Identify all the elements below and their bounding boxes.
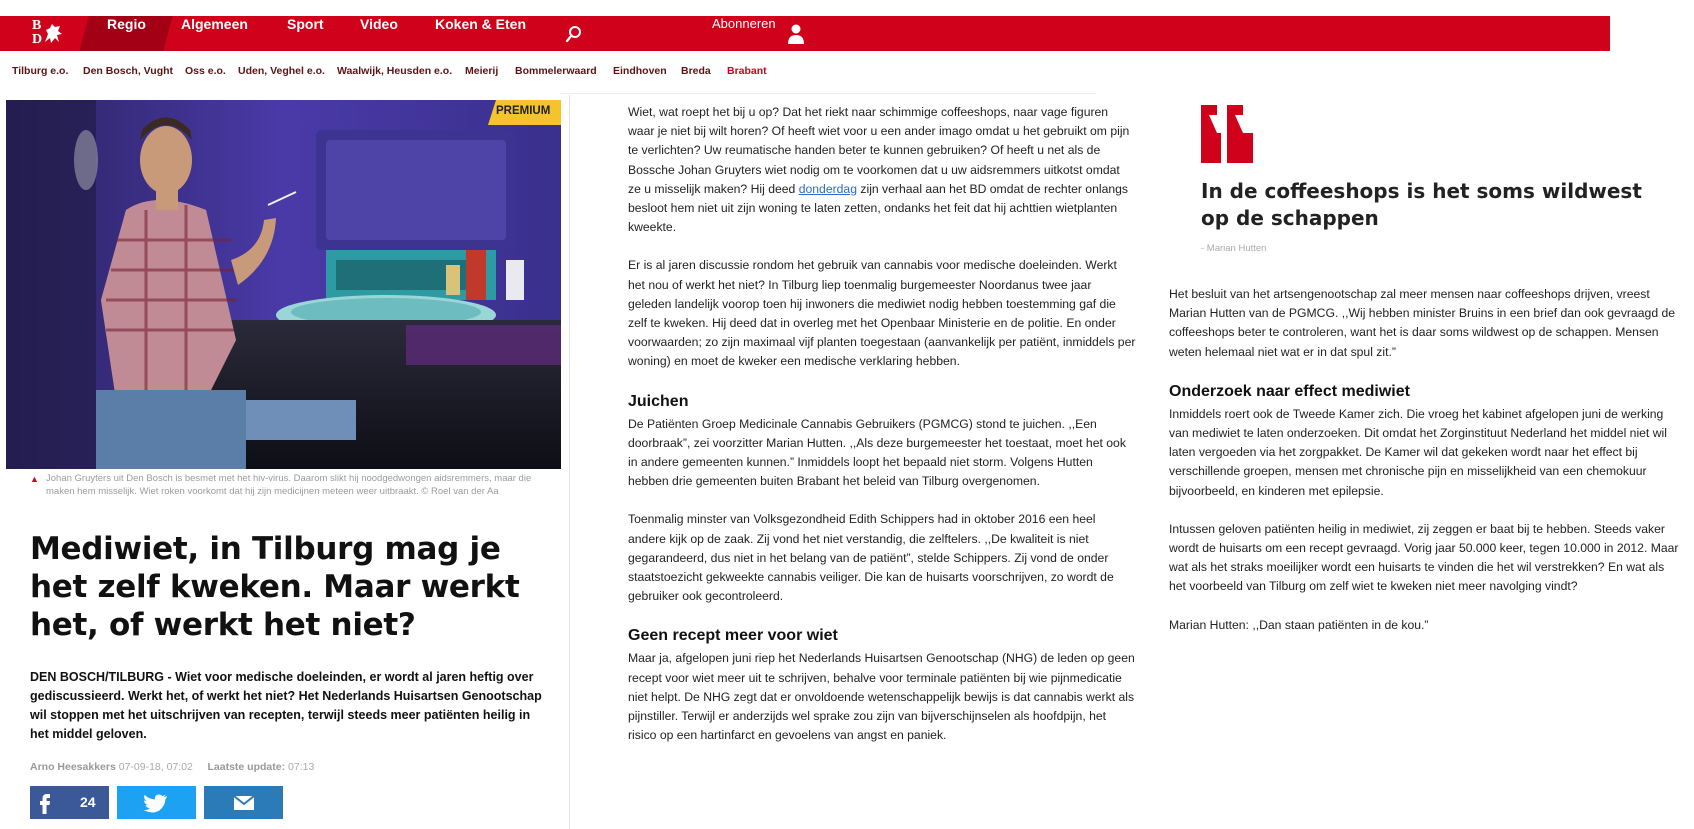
user-icon[interactable] bbox=[786, 23, 806, 45]
mail-icon bbox=[204, 786, 283, 819]
twitter-share-button[interactable] bbox=[117, 786, 196, 819]
article-lead: DEN BOSCH/TILBURG - Wiet voor medische doeleinden, er wordt al jaren heftig over gediscussieerd. Werkt het, of werkt het niet? Het Nederlands Huisartsen Genootschap wil stoppen met het uitschrijven van recepten, terwijl steeds meer patiënten heilig in het middel geloven. bbox=[30, 670, 542, 741]
nav-video[interactable]: Video bbox=[360, 16, 398, 32]
article-paragraph: Marian Hutten: ,,Dan staan patiënten in de kou.” bbox=[1169, 617, 1429, 632]
section-heading-onderzoek: Onderzoek naar effect mediwiet bbox=[1169, 382, 1410, 400]
caption-triangle-icon: ▲ bbox=[30, 474, 39, 484]
donderdag-link[interactable]: donderdag bbox=[798, 181, 857, 196]
update-label: Laatste update: bbox=[207, 761, 286, 773]
premium-label: PREMIUM bbox=[496, 105, 551, 117]
article-hero-image[interactable] bbox=[6, 100, 561, 469]
subscribe-link[interactable]: Abonneren bbox=[712, 16, 776, 31]
logo-letter-d: D bbox=[32, 32, 43, 47]
article-headline: Mediwiet, in Tilburg mag je het zelf kweken. Maar werkt het, of werkt het niet? bbox=[30, 531, 520, 643]
subnav-item[interactable]: Meierij bbox=[465, 65, 499, 77]
subnav-item[interactable]: Eindhoven bbox=[613, 65, 667, 77]
section-heading-recept: Geen recept meer voor wiet bbox=[628, 627, 838, 645]
subnav-item[interactable]: Uden, Veghel e.o. bbox=[238, 65, 325, 77]
facebook-share-count: 24 bbox=[80, 794, 96, 810]
logo-letter-b: B bbox=[32, 18, 42, 33]
facebook-icon bbox=[30, 786, 60, 819]
article-body-middle bbox=[628, 103, 1136, 764]
quote-mark-icon bbox=[1201, 105, 1253, 163]
nav-sport[interactable]: Sport bbox=[287, 16, 324, 32]
bd-logo[interactable] bbox=[12, 18, 72, 49]
facebook-share-button[interactable] bbox=[30, 786, 109, 819]
article-byline bbox=[30, 761, 314, 773]
article-paragraph: Toenmalig minster van Volksgezondheid Edith Schippers had in oktober 2016 een heel andere kijk op de zaak. Zij vond het niet verstandig, die zelftelers. ,,De kwaliteit is niet gegarandeerd, dus niet in het belang van de patiënt”, stelde Schippers. Zij vond de onder staatstoezicht gekweekte cannabis veiliger. Die kan de huisarts voorschrijven, zo wordt de gebruiker ook gecontroleerd. bbox=[628, 512, 1114, 604]
hero-photo bbox=[6, 100, 561, 469]
photo-caption: Johan Gruyters uit Den Bosch is besmet met het hiv-virus. Daarom slikt hij noodgedwongen aidsremmers, maar die maken hem misselijk. Wiet roken voorkomt dat hij zijn medicijnen meteen weer uitbraakt. © Roel van der Aa bbox=[46, 473, 532, 497]
subnav-item[interactable]: Tilburg e.o. bbox=[12, 65, 69, 77]
pull-quote: In de coffeeshops is het soms wildwest op de schappen bbox=[1201, 179, 1642, 230]
article-body-right bbox=[1169, 285, 1679, 654]
subnav-item[interactable]: Waalwijk, Heusden e.o. bbox=[337, 65, 453, 77]
nav-algemeen[interactable]: Algemeen bbox=[181, 16, 248, 32]
pull-quote-author: - Marian Hutten bbox=[1201, 243, 1267, 254]
subnav-item-active[interactable]: Brabant bbox=[727, 65, 767, 77]
region-subnav bbox=[0, 60, 1100, 85]
article-paragraph: Er is al jaren discussie rondom het gebruik van cannabis voor medische doeleinden. Werkt het nou of werkt het niet? In Tilburg liep toenmalig burgemeester Noordanus twee jaar geleden landelijk voorop toen hij inwoners die mediwiet nodig hebben toestemming gaf die zelf te kweken. Hij deed dat in overleg met het Openbaar Ministerie en de politie. En onder voorwaarden; zo zijn maximaal vijf planten toegestaan (aanvankelijk per patiënt, inmiddels per woning) en moet de kweker een medische verklaring hebben. bbox=[628, 258, 1136, 369]
dragon-icon bbox=[42, 22, 64, 46]
email-share-button[interactable] bbox=[204, 786, 283, 819]
article-paragraph: Maar ja, afgelopen juni riep het Nederlands Huisartsen Genootschap (NHG) de leden op geen recept voor wiet meer uit te schrijven, behalve voor terminale patiënten bij wie pijnmedicatie niet helpt. De NHG zegt dat er onvoldoende wetenschappelijk bewijs is dat cannabis werkt als pijnstiller. Terwijl er anderzijds wel sprake zou zijn van bijverschijnselen als hoofdpijn, het risico op een hartinfarct en gevoelens van angst en paniek. bbox=[628, 651, 1135, 743]
top-navigation-bar bbox=[0, 16, 1610, 51]
article-paragraph: De Patiënten Groep Medicinale Cannabis Gebruikers (PGMCG) stond te juichen. ,,Een doorbraak”, zei voorzitter Marian Hutten. ,,Als deze burgemeester het toestaat, moet het ook in andere gemeenten kunnen.” Inmiddels loopt het bepaald niet storm. Volgens Hutten hebben drie gemeenten buiten Brabant het beleid van Tilburg overgenomen. bbox=[628, 416, 1126, 489]
nav-koken-eten[interactable]: Koken & Eten bbox=[435, 16, 527, 32]
top-divider bbox=[560, 93, 1096, 94]
article-paragraph: Intussen geloven patiënten heilig in mediwiet, zij zeggen er baat bij te hebben. Steeds vaker wordt de huisarts om een recept gevraagd. Vorig jaar 50.000 keer, tegen 10.000 in 2012. Maar wat als het straks moeilijker wordt een huisarts te vinden die het wil verstrekken? En wat als het voorbeeld van Tilburg om zelf wiet te kweken niet meer navolging vindt? bbox=[1169, 521, 1679, 594]
article-paragraph: Inmiddels roert ook de Tweede Kamer zich. Die vroeg het kabinet afgelopen juni de werking van mediwiet te laten onderzoeken. Dit omdat het Zorginstituut Nederland het middel niet wil laten vergoeden via het zorgpakket. De Kamer wil dat gekeken wordt naar het effect bij verschillende groepen, mensen met chronische pijn en misselijkheid van een chemokuur bijvoorbeeld, en kinderen met epilepsie. bbox=[1169, 406, 1667, 498]
author-name[interactable]: Arno Heesakkers bbox=[30, 761, 116, 773]
update-time: 07:13 bbox=[288, 761, 315, 773]
twitter-icon bbox=[117, 786, 196, 819]
column-divider bbox=[569, 95, 570, 829]
subnav-item[interactable]: Breda bbox=[681, 65, 711, 77]
section-heading-juichen: Juichen bbox=[628, 392, 689, 410]
publish-date: 07-09-18, 07:02 bbox=[118, 761, 193, 773]
nav-regio[interactable]: Regio bbox=[107, 16, 146, 32]
subnav-item[interactable]: Bommelerwaard bbox=[515, 65, 597, 77]
search-icon[interactable] bbox=[564, 24, 584, 44]
article-paragraph: Het besluit van het artsengenootschap zal meer mensen naar coffeeshops drijven, vreest Marian Hutten van de PGMCG. ,,Wij hebben minister Bruins in een brief dan ook gevraagd de coffeeshops beter te controleren, want het is daar soms wildwest op de schappen. Mensen weten helemaal niet wat er in dat spul zit.” bbox=[1169, 287, 1676, 359]
subnav-item[interactable]: Oss e.o. bbox=[185, 65, 226, 77]
subnav-item[interactable]: Den Bosch, Vught bbox=[83, 65, 174, 77]
article-paragraph: Wiet, wat roept het bij u op? Dat het riekt naar schimmige coffeeshops, naar vage figuren waar je niet bij wilt horen? Of heeft wiet voor u een ander imago omdat u het gebruikt om pijn te verlichten? Uw reumatische handen beter te kunnen gebruiken? Of heeft u net als de Bossche Johan Gruyters wiet nodig om te voorkomen dat u uw aidsremmers uitkotst omdat ze u misselijk maken? Hij deed donderdag zijn verhaal aan het BD omdat de rechter onlangs besloot hem niet uit zijn woning te laten zetten, ondanks het feit dat hij achttien wietplanten kweekte. bbox=[628, 105, 1130, 235]
